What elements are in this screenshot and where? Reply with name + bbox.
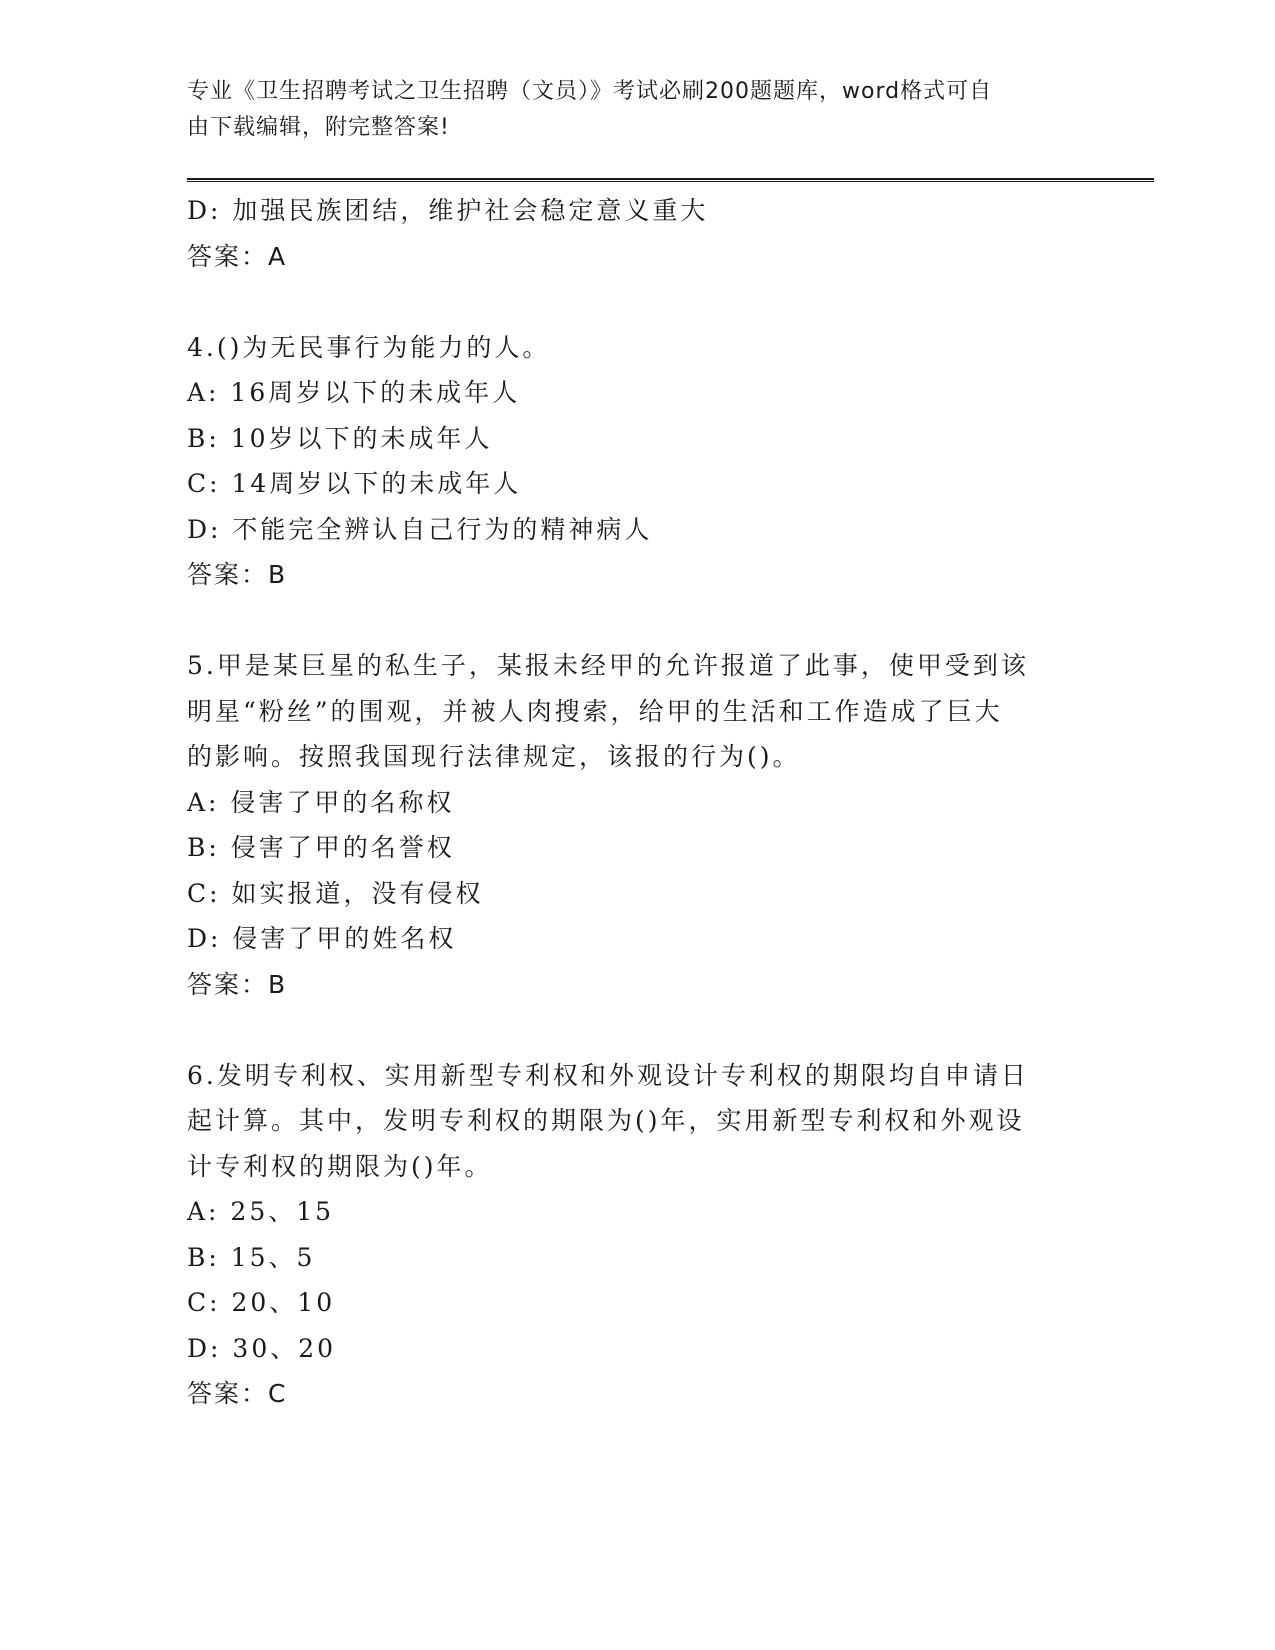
question-4-text: 4.()为无民事行为能力的人。: [187, 332, 551, 362]
header-divider: [187, 178, 1154, 182]
question-3-answer: 答案：A: [187, 241, 288, 271]
question-6-text-line-3: 计专利权的期限为()年。: [187, 1151, 493, 1181]
spacer: [187, 1007, 1087, 1053]
question-5-text-line-1: 5.甲是某巨星的私生子，某报未经甲的允许报道了此事，使甲受到该: [187, 651, 1029, 680]
question-5-option-b: B: 侵害了甲的名誉权: [187, 833, 455, 862]
question-5-answer: 答案：B: [187, 969, 288, 999]
question-5-option-d: D: 侵害了甲的姓名权: [187, 924, 457, 953]
question-3-option-d: D: 加强民族团结，维护社会稳定意义重大: [187, 196, 709, 225]
document-header: [187, 74, 1067, 146]
question-6-option-a: A: 25、15: [187, 1197, 335, 1226]
question-4-option-a: A: 16周岁以下的未成年人: [187, 378, 521, 407]
question-6-option-b: B: 15、5: [187, 1242, 316, 1272]
spacer: [187, 279, 1087, 325]
header-line-1: 专业《卫生招聘考试之卫生招聘（文员）》考试必刷200题题库，word格式可自: [187, 79, 993, 104]
question-6-option-c: C: 20、10: [187, 1288, 336, 1317]
question-5-option-c: C: 如实报道，没有侵权: [187, 878, 484, 908]
question-6-option-d: D: 30、20: [187, 1333, 337, 1363]
spacer: [187, 598, 1087, 644]
question-5-text-line-2: 明星“粉丝”的围观，并被人肉搜索，给甲的生活和工作造成了巨大: [187, 696, 1003, 726]
question-3-tail: [187, 188, 1087, 279]
question-list: [187, 188, 1087, 1417]
question-4: [187, 325, 1087, 598]
question-4-answer: 答案：B: [187, 560, 288, 589]
question-4-option-b: B: 10岁以下的未成年人: [187, 423, 493, 453]
question-5-text-line-3: 的影响。按照我国现行法律规定，该报的行为()。: [187, 742, 801, 771]
header-line-2: 由下载编辑，附完整答案!: [187, 115, 450, 140]
question-5: [187, 643, 1087, 1007]
question-6-text-line-1: 6.发明专利权、实用新型专利权和外观设计专利权的期限均自申请日: [187, 1060, 1029, 1090]
question-5-option-a: A: 侵害了甲的名称权: [187, 787, 455, 817]
question-4-option-c: C: 14周岁以下的未成年人: [187, 469, 522, 498]
question-6-text-line-2: 起计算。其中，发明专利权的期限为()年，实用新型专利权和外观设: [187, 1106, 1025, 1135]
question-4-option-d: D: 不能完全辨认自己行为的精神病人: [187, 514, 653, 544]
question-6-answer: 答案：C: [187, 1379, 288, 1408]
question-6: [187, 1053, 1087, 1417]
